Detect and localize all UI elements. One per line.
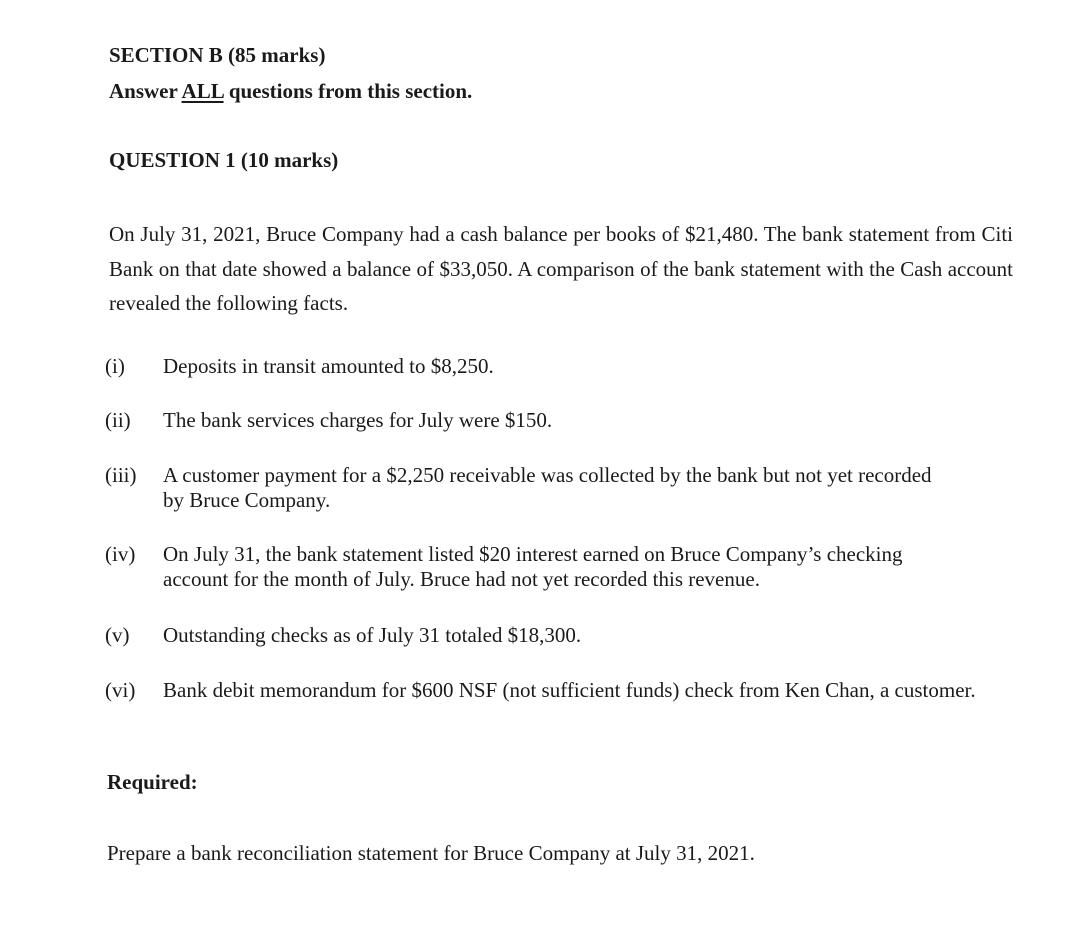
fact-number: (vi) <box>105 678 136 702</box>
fact-number: (iv) <box>105 542 136 566</box>
question-title: QUESTION 1 (10 marks) <box>109 148 339 172</box>
instruction-suffix: questions from this section. <box>223 79 473 103</box>
fact-number: (i) <box>105 354 125 378</box>
fact-text: On July 31, the bank statement listed $20 interest earned on Bruce Company’s checking account for the month of July. Bruce had not yet recorded this revenue. <box>163 542 903 591</box>
section-instruction <box>109 78 472 104</box>
fact-number: (iii) <box>105 463 137 487</box>
fact-number: (v) <box>105 623 130 647</box>
required-label: Required: <box>107 770 198 794</box>
question-intro: On July 31, 2021, Bruce Company had a cash balance per books of $21,480. The bank statement from Citi Bank on that date showed a balance of $33,050. A comparison of the bank statement with the Cash account revealed the following facts. <box>109 222 1013 315</box>
instruction-emphasis: ALL <box>181 79 224 103</box>
instruction-prefix: Answer <box>109 79 182 103</box>
fact-text: A customer payment for a $2,250 receivable was collected by the bank but not yet recorded by Bruce Company. <box>163 463 932 512</box>
fact-text: Bank debit memorandum for $600 NSF (not sufficient funds) check from Ken Chan, a customer. <box>163 678 976 702</box>
task-text: Prepare a bank reconciliation statement for Bruce Company at July 31, 2021. <box>107 841 755 865</box>
fact-text: Deposits in transit amounted to $8,250. <box>163 354 494 378</box>
section-title: SECTION B (85 marks) <box>109 43 326 67</box>
fact-number: (ii) <box>105 408 131 432</box>
fact-text: The bank services charges for July were $150. <box>163 408 553 432</box>
fact-text: Outstanding checks as of July 31 totaled $18,300. <box>163 623 582 647</box>
